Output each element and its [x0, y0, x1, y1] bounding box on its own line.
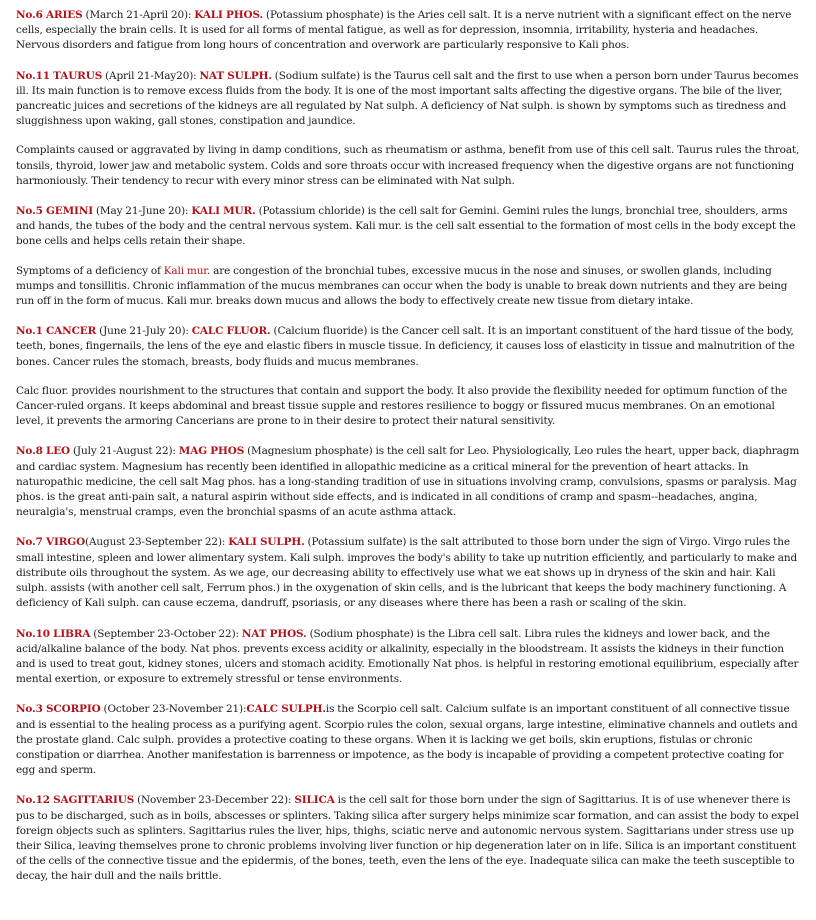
virgo-description: (Potassium sulfate) is the salt attributed to those born under the sign of Virgo. Virgo rules the small intestine, spleen and lower alimentary system. Kali sulph. improves the body's ability to take up nutrition efficiently, and particularly to make and distribute oils throughout the system. As we age, our decreasing ability to effectively use what we eat shows up in dryness of the skin and hair. Kali sulph. assists (with another cell salt, Ferrum phos.) in the oxygenation of skin cells, and is the lubricant that keeps the body machinery functioning. A deficiency of Kali sulph. can cause eczema, dandruff, psoriasis, or any diseases where there has been a rash or scaling of the skin. [16, 536, 798, 610]
taurus-cell-salt: NAT SULPH. [199, 69, 272, 82]
virgo-dates: (August 23-September 22): [85, 536, 229, 549]
cancer-entry [16, 324, 802, 370]
aries-entry [16, 8, 802, 54]
cancer-heading: No.1 CANCER [16, 325, 97, 338]
gemini-entry [16, 204, 802, 250]
gemini-paragraph-2-rest: . are congestion of the bronchial tubes, excessive mucus in the nose and sinuses, or swollen glands, including mumps and tonsillitis. Chronic inflammation of the mucus membranes can occur when the body is unable to break down nutrients and they are being run off in the form of mucus. Kali mur. breaks down mucus and allows the body to effectively create new tissue from dietary intake. [16, 264, 788, 308]
scorpio-entry [16, 702, 802, 778]
scorpio-heading: No.3 SCORPIO [16, 703, 101, 716]
scorpio-dates: (October 23-November 21): [100, 703, 247, 716]
sagittarius-description: is the cell salt for those born under the sign of Sagittarius. It is of use whenever there is pus to be discharged, such as in boils, abscesses or splinters. Taking silica after surgery helps minimize scar formation, and can assist the body to expel foreign objects such as splinters. Sagittarius rules the liver, hips, thighs, sciatic nerve and autonomic nervous system. Sagittarians under stress use up their Silica, leaving themselves prone to chronic problems involving liver function or hip degeneration later on in life. Silica is an important constituent of the cells of the connective tissue and the epidermis, of the bones, teeth, even the lens of the eye. Inadequate silica can make the teeth susceptible to decay, the hair dull and the nails brittle. [16, 794, 799, 883]
leo-cell-salt: MAG PHOS [178, 445, 245, 458]
libra-description: (Sodium phosphate) is the Libra cell salt. Libra rules the kidneys and lower back, and the acid/alkaline balance of the body. Nat phos. prevents excess acidity or alkalinity, especially in the bloodstream. It assists the kidneys in their function and is used to treat gout, kidney stones, ulcers and stomach acidity. Emotionally Nat phos. is helpful in restoring emotional equilibrium, especially after mental exertion, or exposure to extremely stressful or tense environments. [16, 627, 799, 686]
gemini-paragraph-2 [16, 264, 802, 310]
leo-description: (Magnesium phosphate) is the cell salt for Leo. Physiologically, Leo rules the heart, upper back, diaphragm and cardiac system. Magnesium has recently been identified in allopathic medicine as a critical mineral for the prevention of heart attacks. In naturopathic medicine, the cell salt Mag phos. has a long-standing tradition of use in situations involving cramp, convulsions, spasms or paralysis. Mag phos. is the great anti-pain salt, a natural aspirin without side effects, and is indicated in all conditions of cramp and spasm--headaches, angina, neuralgia's, menstrual cramps, even the bronchial spasms of an acute asthma attack. [16, 445, 800, 519]
virgo-heading: No.7 VIRGO [16, 536, 86, 549]
sagittarius-cell-salt: SILICA [294, 794, 335, 807]
cancer-cell-salt: CALC FLUOR. [191, 325, 271, 338]
sagittarius-entry [16, 793, 802, 884]
taurus-paragraph-2: Complaints caused or aggravated by living in damp conditions, such as rheumatism or asthma, benefit from use of this cell salt. Taurus rules the throat, tonsils, thyroid, lower jaw and metabolic system. Colds and sore throats occur with increased frequency when the digestive organs are not functioning harmoniously. Their tendency to recur with every minor stress can be eliminated with Nat sulph. [16, 144, 800, 187]
libra-entry [16, 627, 802, 688]
virgo-cell-salt: KALI SULPH. [228, 536, 305, 549]
aries-heading: No.6 ARIES [16, 9, 83, 21]
libra-cell-salt: NAT PHOS. [241, 627, 307, 640]
scorpio-cell-salt: CALC SULPH. [246, 703, 326, 716]
aries-description: (Potassium phosphate) is the Aries cell salt. It is a nerve nutrient with a significant effect on the nerve cells, especially the brain cells. It is used for all forms of mental fatigue, as well as for depression, insomnia, irritability, hysteria and headaches. Nervous disorders and fatigue from long hours of concentration and overwork are particularly responsive to Kali phos. [16, 9, 792, 52]
taurus-description: (Sodium sulfate) is the Taurus cell salt and the first to use when a person born under Taurus becomes ill. Its main function is to remove excess fluids from the body. It is one of the most important salts affecting the digestive organs. The bile of the liver, pancreatic juices and secretions of the kidneys are all regulated by Nat sulph. A deficiency of Nat sulph. is shown by symptoms such as tiredness and sluggishness upon waking, gall stones, constipation and jaundice. [16, 69, 799, 128]
aries-dates: (March 21-April 20): [82, 9, 195, 21]
sagittarius-dates: (November 23-December 22): [134, 794, 295, 807]
sagittarius-heading: No.12 SAGITTARIUS [16, 794, 135, 807]
virgo-entry [16, 535, 802, 611]
aries-cell-salt: KALI PHOS. [194, 9, 264, 21]
gemini-paragraph-2-salt: Kali mur [163, 264, 208, 277]
leo-heading: No.8 LEO [16, 445, 71, 458]
cancer-paragraph-2: Calc fluor. provides nourishment to the structures that contain and support the body. It also provide the flexibility needed for optimum function of the Cancer-ruled organs. It keeps abdominal and breast tissue supple and restores resilience to boggy or fissured mucus membranes. On an emotional level, it prevents the armoring Cancerians are prone to in their desire to protect their natural sensitivity. [16, 384, 788, 428]
scorpio-description: is the Scorpio cell salt. Calcium sulfate is an important constituent of all connective tissue and is essential to the healing process as a purifying agent. Scorpio rules the colon, sexual organs, large intestine, eliminative channels and outlets and the prostate gland. Calc sulph. provides a protective coating to these organs. When it is lacking we get boils, skin eruptions, fistulas or chronic constipation or diarrhea. Another manifestation is barrenness or impotence, as the body is incapable of providing a competent protective coating for egg and sperm. [16, 703, 798, 777]
gemini-cell-salt: KALI MUR. [191, 205, 256, 218]
leo-entry [16, 444, 802, 520]
taurus-entry [16, 69, 802, 130]
gemini-heading: No.5 GEMINI [16, 205, 94, 218]
taurus-dates: (April 21-May20): [102, 69, 200, 82]
libra-heading: No.10 LIBRA [16, 627, 91, 640]
cancer-description: (Calcium fluoride) is the Cancer cell salt. It is an important constituent of the hard tissue of the body, teeth, bones, fingernails, the lens of the eye and elastic fibers in muscle tissue. In deficiency, it causes loss of elasticity in tissue and malnutrition of the bones. Cancer rules the stomach, breasts, body fluids and mucus membranes. [16, 325, 795, 368]
libra-dates: (September 23-October 22): [90, 627, 242, 640]
leo-dates: (July 21-August 22): [70, 445, 179, 458]
taurus-heading: No.11 TAURUS [16, 69, 103, 82]
cancer-dates: (June 21-July 20): [96, 325, 192, 338]
gemini-description: (Potassium chloride) is the cell salt for Gemini. Gemini rules the lungs, bronchial tree, shoulders, arms and hands, the tubes of the body and the central nervous system. Kali mur. is the cell salt essential to the formation of most cells in the body except the bone cells and helps cells retain their shape. [16, 205, 796, 248]
gemini-paragraph-2-lead: Symptoms of a deficiency of [16, 264, 164, 277]
gemini-dates: (May 21-June 20): [93, 205, 192, 218]
